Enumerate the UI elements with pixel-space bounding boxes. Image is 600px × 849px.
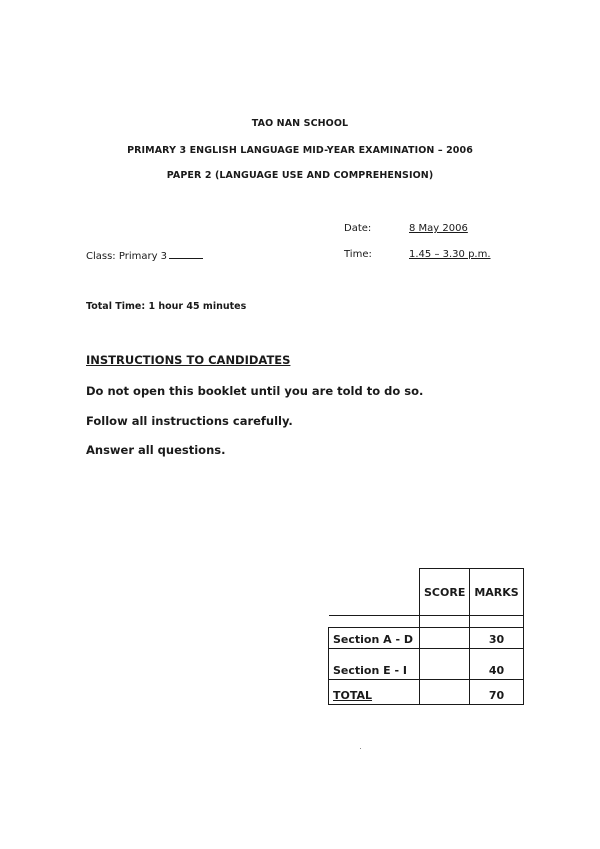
marks-cell: 70 [470,680,523,705]
score-table-corner [329,569,420,616]
instructions-heading: INSTRUCTIONS TO CANDIDATES [86,353,291,367]
marks-cell: 40 [470,649,523,680]
time-label: Time: [344,249,372,260]
date-value: 8 May 2006 [409,223,468,234]
score-cell [420,649,470,680]
table-row [329,649,524,680]
table-row [329,628,524,649]
date-label: Date: [344,223,372,234]
section-label: Section E - I [329,649,420,680]
paper-title: PAPER 2 (LANGUAGE USE AND COMPREHENSION) [166,170,434,181]
score-table-header-row [329,569,524,616]
score-table [328,568,524,705]
total-label: TOTAL [329,680,420,705]
class-blank-line [169,249,203,259]
exam-title: PRIMARY 3 ENGLISH LANGUAGE MID-YEAR EXAMINATION – 2006 [127,145,473,156]
score-cell [420,680,470,705]
table-row [329,680,524,705]
instruction-line: Answer all questions. [86,443,226,457]
school-name: TAO NAN SCHOOL [251,118,349,129]
section-label: Section A - D [329,628,420,649]
marks-column-header: MARKS [470,569,523,616]
total-time: Total Time: 1 hour 45 minutes [86,301,247,312]
class-field [86,249,203,262]
score-column-header: SCORE [420,569,470,616]
instruction-line: Do not open this booklet until you are told to do so. [86,384,424,398]
class-label: Class: Primary 3 [86,251,168,262]
speck-mark [360,748,361,749]
score-table-spacer-row [329,616,524,628]
score-cell [420,628,470,649]
marks-cell: 30 [470,628,523,649]
instruction-line: Follow all instructions carefully. [86,414,293,428]
time-value: 1.45 – 3.30 p.m. [409,249,491,260]
